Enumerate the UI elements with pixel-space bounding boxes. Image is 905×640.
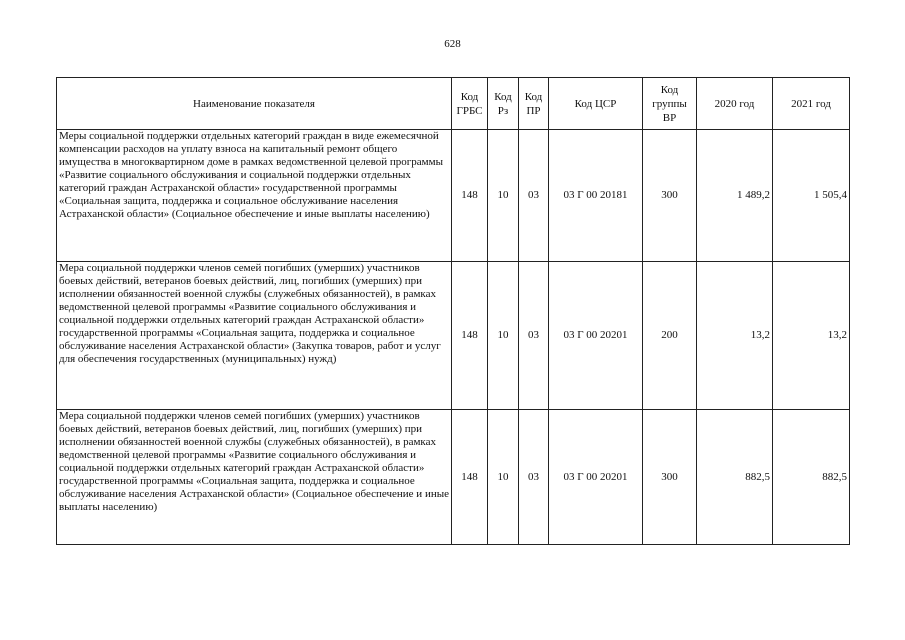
cell-2021: 882,5 (773, 410, 850, 545)
cell-grbs: 148 (452, 262, 488, 410)
cell-csr: 03 Г 00 20181 (549, 130, 643, 262)
header-csr: Код ЦСР (549, 78, 643, 130)
cell-csr: 03 Г 00 20201 (549, 262, 643, 410)
cell-grbs: 148 (452, 130, 488, 262)
cell-vr: 200 (643, 262, 697, 410)
cell-2020: 1 489,2 (697, 130, 773, 262)
header-grbs: Код ГРБС (452, 78, 488, 130)
cell-name: Меры социальной поддержки отдельных категорий граждан в виде ежемесячной компенсации расходов на уплату взноса на капитальный ремонт общего имущества в многоквартирном доме в рамках ведомственной целевой программы «Развитие социального обслуживания и социальной поддержки отдельных категорий граждан Астраханской области» государственной программы «Социальная защита, поддержка и социальное обслуживание населения Астраханской области» (Социальное обеспечение и иные выплаты населению) (57, 130, 452, 262)
cell-2021: 1 505,4 (773, 130, 850, 262)
cell-csr: 03 Г 00 20201 (549, 410, 643, 545)
table-row (57, 130, 850, 262)
header-2020: 2020 год (697, 78, 773, 130)
cell-2020: 13,2 (697, 262, 773, 410)
header-name: Наименование показателя (57, 78, 452, 130)
header-2021: 2021 год (773, 78, 850, 130)
table-row (57, 262, 850, 410)
table-header-row (57, 78, 850, 130)
table-row (57, 410, 850, 545)
cell-rz: 10 (488, 130, 519, 262)
header-rz: Код Рз (488, 78, 519, 130)
cell-vr: 300 (643, 410, 697, 545)
cell-name: Мера социальной поддержки членов семей погибших (умерших) участников боевых действий, ветеранов боевых действий, лиц, погибших (умерших) при исполнении обязанностей военной службы (служебных обязанностей), в рамках ведомственной целевой программы «Развитие социального обслуживания и социальной поддержки отдельных категорий граждан Астраханской области» государственной программы «Социальная защита, поддержка и социальное обслуживание населения Астраханской области» (Социальное обеспечение и иные выплаты населению) (57, 410, 452, 545)
cell-grbs: 148 (452, 410, 488, 545)
page-number: 628 (444, 38, 461, 50)
cell-pr: 03 (519, 410, 549, 545)
cell-name: Мера социальной поддержки членов семей погибших (умерших) участников боевых действий, ветеранов боевых действий, лиц, погибших (умерших) при исполнении обязанностей военной службы (служебных обязанностей), в рамках ведомственной целевой программы «Развитие социального обслуживания и социальной поддержки отдельных категорий граждан Астраханской области» государственной программы «Социальная защита, поддержка и социальное обслуживание населения Астраханской области» (Закупка товаров, работ и услуг для обеспечения государственных (муниципальных) нужд) (57, 262, 452, 410)
cell-vr: 300 (643, 130, 697, 262)
header-pr: Код ПР (519, 78, 549, 130)
cell-rz: 10 (488, 262, 519, 410)
cell-2021: 13,2 (773, 262, 850, 410)
cell-pr: 03 (519, 130, 549, 262)
budget-table (56, 77, 850, 545)
cell-rz: 10 (488, 410, 519, 545)
header-vr: Код группы ВР (643, 78, 697, 130)
cell-2020: 882,5 (697, 410, 773, 545)
cell-pr: 03 (519, 262, 549, 410)
